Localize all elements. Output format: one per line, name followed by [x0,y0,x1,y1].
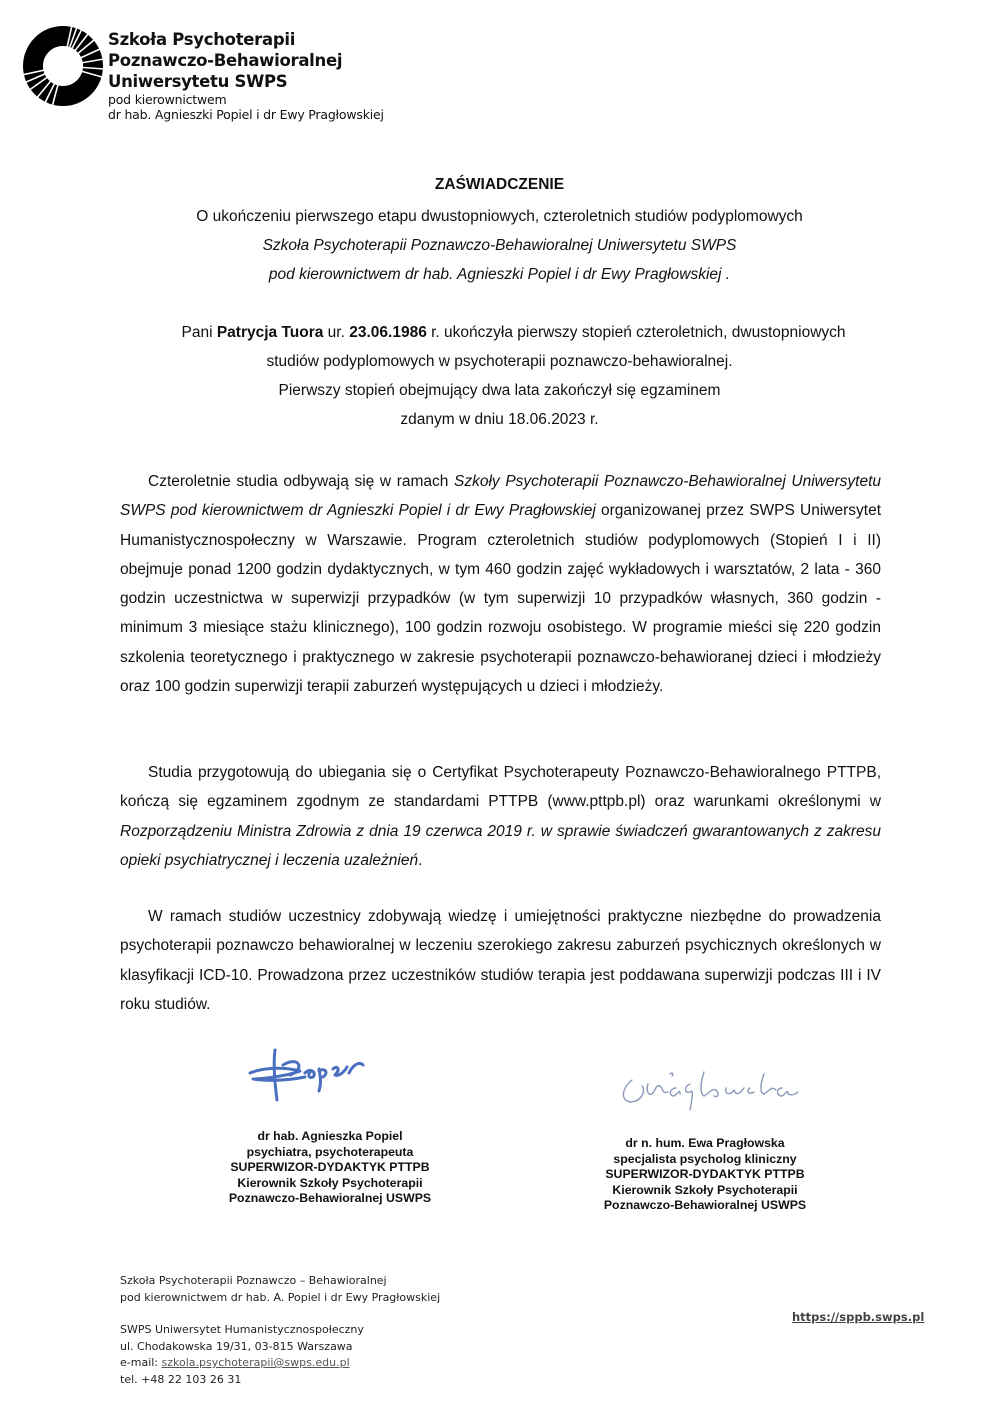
signatory-left [195,1129,465,1207]
exam-date-line: zdanym w dniu 18.06.2023 r. [400,411,599,428]
footer-contact [120,1273,440,1388]
certificate-statement-line: studiów podyplomowych w psychoterapii poznawczo-behawioralnej. [266,353,733,370]
signatory-name: dr n. hum. Ewa Pragłowska [625,1136,785,1150]
subtitle-school-name: Szkoła Psychoterapii Poznawczo-Behawioralnej Uniwersytetu SWPS [262,237,737,254]
signatory-position: Kierownik Szkoły Psychoterapii [237,1175,423,1190]
paragraph-text: Czteroletnie studia odbywają się w ramach [148,473,455,490]
footer-email-line [120,1355,440,1372]
email-label: e-mail: [120,1356,162,1369]
signatory-position: Poznawczo-Behawioralnej USWPS [603,1198,807,1212]
handwritten-signature-praglowska-icon [612,1060,812,1120]
signatory-right [570,1136,840,1214]
statement-text: r. ukończyła pierwszy stopień czteroletnich, dwustopniowych [426,324,846,341]
org-name-line: Uniwersytetu SWPS [108,72,288,91]
signatory-role: SUPERWIZOR-DYDAKTYK PTTPB [230,1160,430,1174]
subtitle-line: O ukończeniu pierwszego etapu dwustopniowych, czteroletnich studiów podyplomowych [196,208,803,225]
email-link[interactable]: szkola.psychoterapii@swps.edu.pl [161,1356,350,1369]
regulation-reference: Rozporządzeniu Ministra Zdrowia z dnia 19 czerwca 2019 r. w sprawie świadczeń gwarantowanych z zakresu opieki psychiatrycznej i leczenia uzależnień [120,822,881,869]
document-title: ZAŚWIADCZENIE [434,176,565,193]
born-label: ur. [323,324,350,341]
org-sub-line: pod kierownictwem [108,92,227,107]
footer-university: SWPS Uniwersytet Humanistycznospołeczny [120,1323,364,1336]
org-name-line: Poznawczo-Behawioralnej [108,51,343,70]
footer-phone: tel. +48 22 103 26 31 [120,1372,242,1386]
swps-ring-logo-icon [22,25,104,107]
footer-school-name: Szkoła Psychoterapii Poznawczo – Behawioralnej [120,1274,387,1287]
footer-address: ul. Chodakowska 19/31, 03-815 Warszawa [120,1339,353,1353]
birth-date: 23.06.1986 [349,324,427,341]
signatory-position: Kierownik Szkoły Psychoterapii [612,1182,798,1197]
skills-paragraph: W ramach studiów uczestnicy zdobywają wiedzę i umiejętności praktyczne niezbędne do prowadzenia psychoterapii poznawczo behawioralnej w leczeniu szerokiego zakresu zaburzeń psychicznych określonych w klasyfikacji ICD-10. Prowadzona przez uczestników studiów terapia jest poddawana superwizji podczas III i IV roku studiów. [120,908,881,1013]
subtitle-direction: pod kierownictwem dr hab. Agnieszki Popiel i dr Ewy Pragłowskiej . [268,266,731,283]
certificate-statement-line [14,324,999,342]
program-description-paragraph [120,467,881,701]
signatory-role: SUPERWIZOR-DYDAKTYK PTTPB [605,1167,805,1181]
org-sub-line: dr hab. Agnieszki Popiel i dr Ewy Pragłowskiej [108,107,384,122]
recipient-name: Patrycja Tuora [216,324,324,341]
certification-paragraph [120,758,881,875]
paragraph-text: Studia przygotowują do ubiegania się o Certyfikat Psychoterapeuty Poznawczo-Behawioralnego PTTPB, kończą się egzaminem zgodnym ze standardami PTTPB (www.pttpb.pl) oraz warunkami określonymi w [120,764,881,811]
paragraph-text: . [418,851,423,869]
signatory-name: dr hab. Agnieszka Popiel [257,1129,403,1143]
organization-header [108,29,384,122]
school-name-italic: Szkoły Psychoterapii Poznawczo-Behawioralnej Uniwersytetu SWPS pod kierownictwem dr Agnieszki Popiel i dr Ewy Pragłowskiej [120,473,881,520]
org-name-line: Szkoła Psychoterapii [108,30,296,49]
paragraph-text: organizowanej przez SWPS Uniwersytet Humanistycznospołeczny w Warszawie. Program czteroletnich studiów podyplomowych (Stopień I i II) obejmuje ponad 1200 godzin dydaktycznych, w tym 460 godzin zajęć wykładowych i warsztatów, 2 lata - 360 godzin uczestnictwa w superwizji przypadków (w tym superwizji 10 przypadków własnych, 360 godzin - minimum 3 miesiące stażu klinicznego), 100 godzin rozwoju osobistego. W programie mieści się 220 godzin szkolenia teoretycznego i praktycznego w zakresie psychoterapii poznawczo-behawioranej dzieci i młodzieży oraz 100 godzin superwizji terapii zaburzeń występujących u dzieci i młodzieży. [120,502,881,696]
footer-direction: pod kierownictwem dr hab. A. Popiel i dr Ewy Pragłowskiej [120,1290,441,1304]
website-link[interactable]: https://sppb.swps.pl [792,1310,925,1324]
handwritten-signature-popiel-icon [245,1045,405,1105]
certificate-statement-line: Pierwszy stopień obejmujący dwa lata zakończył się egzaminem [278,382,721,399]
salutation: Pani [181,324,217,341]
signatory-title: specjalista psycholog kliniczny [613,1151,797,1166]
signatory-title: psychiatra, psychoterapeuta [246,1144,414,1159]
signatory-position: Poznawczo-Behawioralnej USWPS [228,1191,432,1205]
